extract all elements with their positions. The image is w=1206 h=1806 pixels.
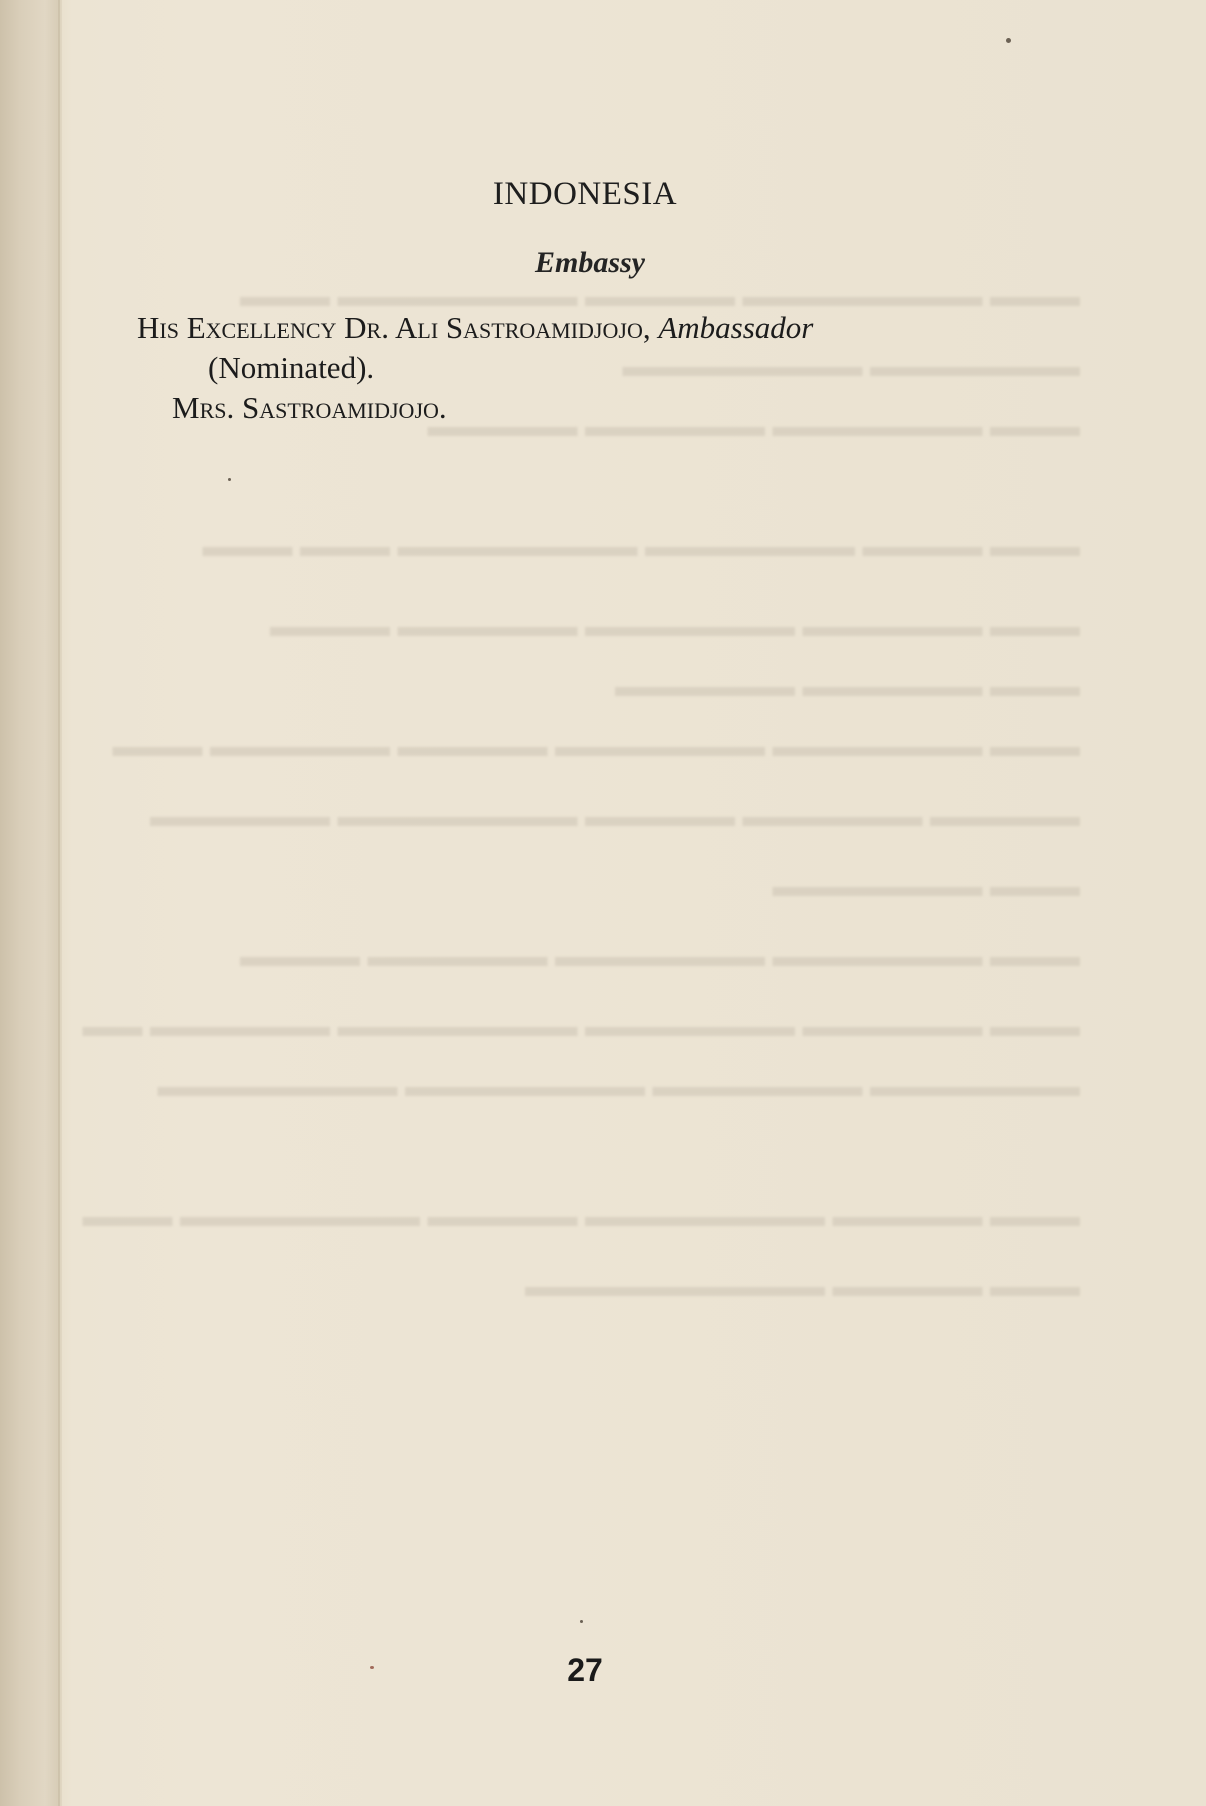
spouse-entry: Mrs. Sastroamidjojo. [172,390,447,425]
paper-speck [580,1620,583,1623]
diplomat-name: His Excellency Dr. Ali Sastroamidjojo, [137,310,651,345]
paper-speck [1006,38,1011,43]
paper-speck [370,1666,374,1669]
page-number: 27 [567,1652,603,1688]
diplomat-entry [137,310,1057,346]
reverse-page-bleed-through: ▬▬▬ ▬▬▬▬▬▬▬▬ ▬▬▬▬▬ ▬▬▬▬▬▬▬▬ ▬▬▬ ▬▬▬▬▬▬▬ ▬▬▬▬▬▬▬▬ ▬▬▬ ▬▬▬▬▬▬▬ ▬▬▬▬▬▬ ▬▬▬▬▬ ▬▬▬ ▬▬▬▬ ▬▬▬▬▬▬▬ ▬▬▬▬▬▬▬▬ ▬▬▬ ▬▬▬ ▬▬▬ ▬▬▬▬▬▬ ▬▬▬▬▬▬▬ ▬▬▬▬▬▬ ▬▬▬▬ ▬▬▬ ▬▬▬▬▬▬ ▬▬▬▬▬▬ ▬▬▬ ▬▬▬▬▬▬▬ ▬▬▬▬▬▬▬ ▬▬▬▬▬ ▬▬▬▬▬▬ ▬▬▬ ▬▬▬▬▬ ▬▬▬▬▬▬ ▬▬▬▬▬ ▬▬▬▬▬▬▬▬ ▬▬▬▬▬▬ ▬▬▬ ▬▬▬▬▬▬▬ ▬▬▬ ▬▬▬▬▬▬▬ ▬▬▬▬▬▬▬ ▬▬▬▬▬▬ ▬▬▬▬ ▬▬▬ ▬▬▬▬▬▬ ▬▬▬▬▬▬▬ ▬▬▬▬▬▬▬▬ ▬▬▬▬▬▬ ▬▬ ▬▬▬▬▬▬▬ ▬▬▬▬▬▬▬ ▬▬▬▬▬▬▬▬ ▬▬▬▬▬▬▬▬ ▬▬▬ ▬▬▬▬▬ ▬▬▬▬▬▬▬▬ ▬▬▬▬▬ ▬▬▬▬▬▬▬▬ ▬▬▬ ▬▬▬ ▬▬▬▬▬ ▬▬▬▬▬▬▬▬▬▬ [82,280,1080,1303]
diplomat-title: Ambassador [658,310,814,345]
section-subheading: Embassy [534,246,645,279]
diplomat-note: (Nominated). [208,350,375,385]
paper-speck [228,478,231,481]
country-heading: INDONESIA [492,176,678,212]
